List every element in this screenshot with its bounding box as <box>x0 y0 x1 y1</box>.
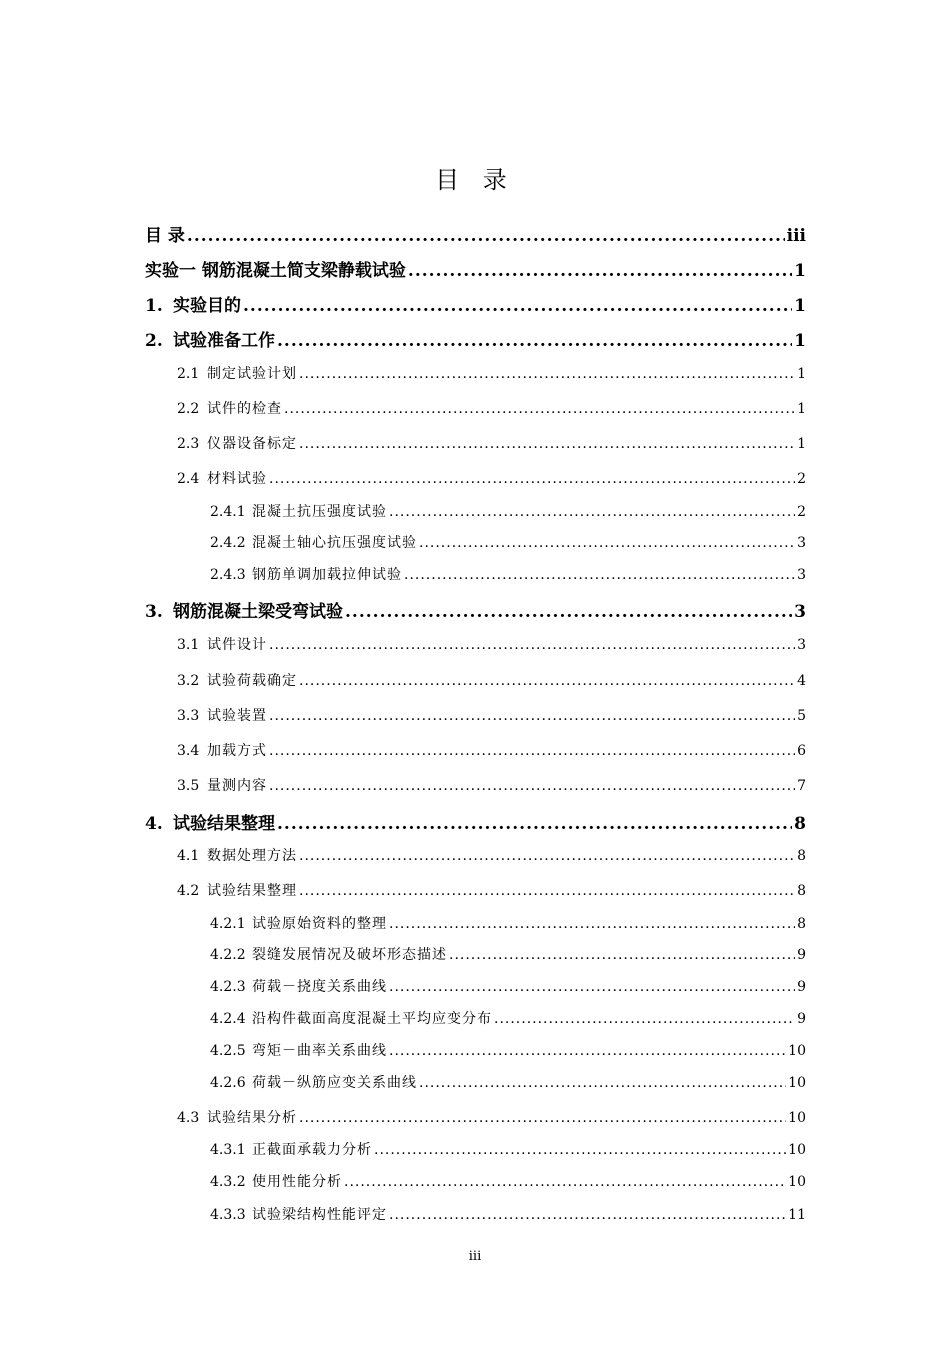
toc-entry-number: 4.2.5 <box>210 1043 246 1059</box>
toc-dot-leader <box>284 401 795 417</box>
toc-dot-leader <box>404 567 795 583</box>
toc-entry-page: iii <box>786 226 806 246</box>
toc-entry-number: 4.3 <box>177 1110 200 1126</box>
toc-entry-number: 2.1 <box>177 366 200 382</box>
toc-entry-page: 1 <box>797 436 806 452</box>
toc-entry[interactable] <box>145 1171 806 1191</box>
toc-entry-page: 9 <box>797 979 806 995</box>
toc-dot-leader <box>299 848 795 864</box>
toc-dot-leader <box>299 673 795 689</box>
toc-entry-title: 加载方式 <box>207 743 267 759</box>
toc-entry[interactable] <box>145 1107 806 1127</box>
toc-entry-title: 沿构件截面高度混凝土平均应变分布 <box>252 1011 492 1027</box>
toc-entry-page: 1 <box>794 331 806 351</box>
toc-entry-page: 1 <box>797 401 806 417</box>
toc-dot-leader <box>269 708 795 724</box>
toc-dot-leader <box>449 947 795 963</box>
toc-entry-number: 3.2 <box>177 673 200 689</box>
toc-entry-number: 4.3.2 <box>210 1174 246 1190</box>
toc-entry-title: 实验一 钢筋混凝土简支梁静载试验 <box>145 261 406 281</box>
toc-entry-page: 7 <box>797 778 806 794</box>
toc-entry[interactable] <box>145 944 806 964</box>
toc-entry-number: 4.2.3 <box>210 979 246 995</box>
toc-entry[interactable] <box>145 976 806 996</box>
toc-entry-number: 4. <box>145 814 163 834</box>
toc-entry-page: 4 <box>797 673 806 689</box>
toc-dot-leader <box>494 1011 795 1027</box>
toc-entry-page: 1 <box>794 296 806 316</box>
toc-entry-number: 3. <box>145 602 163 622</box>
toc-entry-page: 2 <box>797 471 806 487</box>
toc-entry-title: 量测内容 <box>207 778 267 794</box>
toc-entry[interactable] <box>145 363 806 383</box>
toc-entry[interactable] <box>145 740 806 760</box>
toc-dot-leader <box>299 366 795 382</box>
toc-entry-page: 10 <box>788 1110 806 1126</box>
toc-entry-number: 4.1 <box>177 848 200 864</box>
toc-dot-leader <box>269 471 795 487</box>
toc-entry[interactable] <box>145 1008 806 1028</box>
toc-dot-leader <box>269 743 795 759</box>
toc-dot-leader <box>344 1174 786 1190</box>
toc-entry-number: 2.4.2 <box>210 535 246 551</box>
toc-entry-title: 裂缝发展情况及破坏形态描述 <box>252 947 447 963</box>
toc-entry-title: 试验结果分析 <box>207 1110 297 1126</box>
toc-entry[interactable] <box>145 291 806 316</box>
toc-entry[interactable] <box>145 809 806 834</box>
toc-entry-number: 4.2 <box>177 883 200 899</box>
toc-entry-page: 1 <box>797 366 806 382</box>
toc-dot-leader <box>299 1110 786 1126</box>
toc-entry[interactable] <box>145 705 806 725</box>
toc-entry-page: 8 <box>797 916 806 932</box>
toc-entry-number: 1. <box>145 296 163 316</box>
toc-entry-title: 仪器设备标定 <box>207 436 297 452</box>
toc-entry-title: 钢筋混凝土梁受弯试验 <box>173 602 343 622</box>
toc-entry-number: 2.4.1 <box>210 504 246 520</box>
toc-entry-number: 3.4 <box>177 743 200 759</box>
toc-entry-title: 混凝土轴心抗压强度试验 <box>252 535 417 551</box>
toc-entry-number: 4.3.1 <box>210 1142 246 1158</box>
toc-entry[interactable] <box>145 1040 806 1060</box>
page-number-footer: iii <box>468 1249 482 1264</box>
toc-entry-number: 2. <box>145 331 163 351</box>
toc-entry-page: 1 <box>794 261 806 281</box>
toc-entry-page: 8 <box>797 848 806 864</box>
toc-entry-number: 4.2.4 <box>210 1011 246 1027</box>
page-title: 目 录 <box>435 166 515 194</box>
toc-dot-leader <box>389 1043 786 1059</box>
toc-entry-page: 10 <box>788 1142 806 1158</box>
toc-entry[interactable] <box>145 564 806 584</box>
toc-entry[interactable] <box>145 670 806 690</box>
toc-entry-title: 正截面承载力分析 <box>252 1142 372 1158</box>
toc-entry-title: 试验结果整理 <box>207 883 297 899</box>
toc-entry-page: 3 <box>797 535 806 551</box>
toc-entry-title: 试验准备工作 <box>173 331 275 351</box>
toc-dot-leader <box>345 602 792 622</box>
toc-entry-page: 2 <box>797 504 806 520</box>
toc-entry[interactable] <box>145 913 806 933</box>
toc-entry[interactable] <box>145 501 806 521</box>
toc-entry-page: 10 <box>788 1174 806 1190</box>
toc-dot-leader <box>243 296 792 316</box>
toc-entry[interactable] <box>145 468 806 488</box>
toc-entry[interactable] <box>145 326 806 351</box>
toc-entry-page: 8 <box>794 814 806 834</box>
toc-entry-title: 混凝土抗压强度试验 <box>252 504 387 520</box>
toc-entry-title: 材料试验 <box>207 471 267 487</box>
toc-entry-title: 试件的检查 <box>207 401 282 417</box>
toc-entry-page: 6 <box>797 743 806 759</box>
toc-entry-title: 试验装置 <box>207 708 267 724</box>
toc-entry-number: 4.2.2 <box>210 947 246 963</box>
toc-entry-page: 3 <box>797 567 806 583</box>
toc-entry-number: 3.3 <box>177 708 200 724</box>
toc-dot-leader <box>419 1075 786 1091</box>
toc-entry-page: 3 <box>794 602 806 622</box>
toc-entry[interactable] <box>145 398 806 418</box>
toc-entry-title: 试验荷载确定 <box>207 673 297 689</box>
toc-entry[interactable] <box>145 256 806 281</box>
toc-entry-page: 9 <box>797 1011 806 1027</box>
toc-dot-leader <box>277 331 792 351</box>
toc-dot-leader <box>419 535 795 551</box>
toc-entry-title: 试件设计 <box>207 637 267 653</box>
toc-entry-page: 5 <box>797 708 806 724</box>
toc-entry-title: 目 录 <box>145 226 185 246</box>
toc-entry-page: 8 <box>797 883 806 899</box>
toc-entry-title: 试验梁结构性能评定 <box>252 1207 387 1223</box>
toc-dot-leader <box>277 814 792 834</box>
toc-dot-leader <box>389 504 795 520</box>
toc-entry-number: 2.4 <box>177 471 200 487</box>
toc-entry-page: 10 <box>788 1043 806 1059</box>
toc-entry[interactable] <box>145 1204 806 1224</box>
toc-entry[interactable] <box>145 845 806 865</box>
toc-entry-number: 2.2 <box>177 401 200 417</box>
toc-entry-title: 荷载－纵筋应变关系曲线 <box>252 1075 417 1091</box>
toc-entry-page: 9 <box>797 947 806 963</box>
toc-dot-leader <box>374 1142 786 1158</box>
toc-entry[interactable] <box>145 532 806 552</box>
toc-entry[interactable] <box>145 597 806 622</box>
toc-entry-number: 3.1 <box>177 637 200 653</box>
toc-entry-title: 试验原始资料的整理 <box>252 916 387 932</box>
toc-entry-page: 11 <box>788 1207 806 1223</box>
toc-entry[interactable] <box>145 221 806 246</box>
toc-entry-number: 4.2.6 <box>210 1075 246 1091</box>
toc-entry[interactable] <box>145 775 806 795</box>
toc-entry-title: 制定试验计划 <box>207 366 297 382</box>
toc-dot-leader <box>187 226 785 246</box>
toc-entry-number: 4.3.3 <box>210 1207 246 1223</box>
toc-entry-title: 数据处理方法 <box>207 848 297 864</box>
toc-entry[interactable] <box>145 433 806 453</box>
toc-entry[interactable] <box>145 880 806 900</box>
toc-dot-leader <box>389 1207 786 1223</box>
toc-entry-title: 荷载－挠度关系曲线 <box>252 979 387 995</box>
toc-entry-title: 实验目的 <box>173 296 241 316</box>
toc-dot-leader <box>299 883 795 899</box>
toc-entry[interactable] <box>145 1139 806 1159</box>
toc-entry-number: 2.4.3 <box>210 567 246 583</box>
toc-dot-leader <box>408 261 792 281</box>
toc-entry-title: 使用性能分析 <box>252 1174 342 1190</box>
toc-entry-title: 弯矩－曲率关系曲线 <box>252 1043 387 1059</box>
toc-entry[interactable] <box>145 1072 806 1092</box>
toc-dot-leader <box>299 436 795 452</box>
toc-entry-number: 3.5 <box>177 778 200 794</box>
toc-entry-page: 10 <box>788 1075 806 1091</box>
toc-dot-leader <box>389 979 795 995</box>
toc-entry-number: 4.2.1 <box>210 916 246 932</box>
toc-dot-leader <box>389 916 795 932</box>
toc-entry-number: 2.3 <box>177 436 200 452</box>
toc-dot-leader <box>269 637 795 653</box>
toc-entry-title: 试验结果整理 <box>173 814 275 834</box>
toc-entry-page: 3 <box>797 637 806 653</box>
toc-entry[interactable] <box>145 634 806 654</box>
toc-entry-title: 钢筋单调加载拉伸试验 <box>252 567 402 583</box>
toc-dot-leader <box>269 778 795 794</box>
